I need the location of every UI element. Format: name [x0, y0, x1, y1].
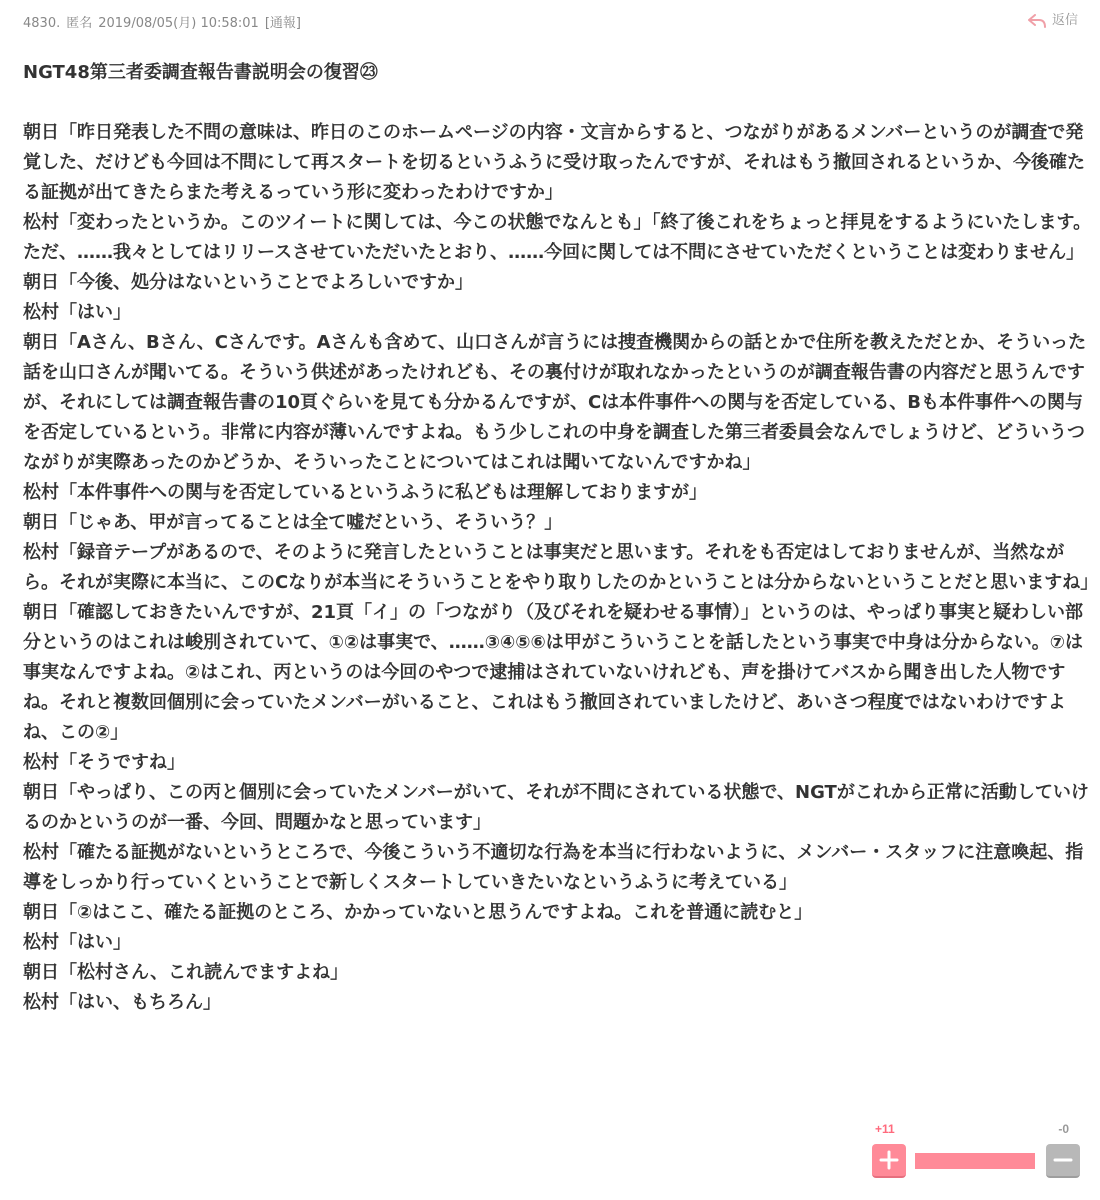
comment-line: 松村「そうですね」 — [23, 752, 185, 773]
comment-author: 匿名 — [66, 16, 93, 31]
comment-datetime: 2019/08/05(月) 10:58:01 — [98, 16, 259, 31]
comment-number: 4830. — [23, 16, 61, 31]
reply-button[interactable] — [1028, 11, 1078, 31]
comment-line: 朝日「今後、処分はないということでよろしいですか」 — [23, 272, 473, 293]
reply-label: 返信 — [1051, 13, 1078, 28]
comment-line: 松村「確たる証拠がないというところで、今後こういう不適切な行為を本当に行わないように、メンバー・スタッフに注意喚起、指導をしっかり行っていくということで新しくスタートしていきたいなというふうに考えている」 — [23, 842, 1084, 893]
vote-ratio-fill — [915, 1153, 1035, 1169]
comment-line: 朝日「やっぱり、この丙と個別に会っていたメンバーがいて、それが不問にされている状態で、NGTがこれから正常に活動していけるのかというのが一番、今回、問題かなと思っています」 — [23, 782, 1089, 833]
comment-body — [23, 58, 1099, 1018]
comment-line: 松村「はい」 — [23, 932, 131, 953]
comment-line: 朝日「確認しておきたいんですが、21頁「イ」の「つながり（及びそれを疑わせる事情）」というのは、やっぱり事実と疑わしい部分というのはこれは峻別されていて、①②は事実で、……③④⑤⑥は甲がこういうことを話したという事実で中身は分からない。⑦は事実なんですよね。②はこれ、丙というのは今回のやつで逮捕はされていないけれども、声を掛けてバスから聞き出した人物ですね。それと複数回個別に会っていたメンバーがいること、これはもう撤回されていましたけど、あいさつ程度ではないわけですよね、この②」 — [23, 602, 1084, 743]
report-link[interactable]: [通報] — [264, 16, 301, 31]
comment-line: 朝日「Aさん、Bさん、Cさんです。Aさんも含めて、山口さんが言うには捜査機関からの話とかで住所を教えただとか、そういった話を山口さんが聞いてる。そういう供述があったけれども、その裏付けが取れなかったというのが調査報告書の内容だと思うんですが、それにしては調査報告書の10頁ぐらいを見ても分かるんですが、Cは本件事件への関与を否定している、Bも本件事件への関与を否定しているという。非常に内容が薄いんですよね。もう少しこれの中身を調査した第三者委員会なんでしょうけど、どういうつながりが実際あったのかどうか、そういったことについてはこれは聞いてないんですかね」 — [23, 332, 1087, 473]
comment-line: 松村「本件事件への関与を否定しているというふうに私どもは理解しておりますが」 — [23, 482, 707, 503]
comment-line: 朝日「じゃあ、甲が言ってることは全て嘘だという、そういう？」 — [23, 512, 563, 533]
comment-title: NGT48第三者委調査報告書説明会の復習㉓ — [23, 62, 378, 83]
comment-line: 朝日「②はここ、確たる証拠のところ、かかっていないと思うんですよね。これを普通に読むと」 — [23, 902, 813, 923]
comment-line: 松村「録音テープがあるので、そのように発言したということは事実だと思います。それをも否定はしておりませんが、当然ながら。それが実際に本当に、このCなりが本当にそういうことをやり取りしたのかということは分からないということだと思いますね」 — [23, 542, 1099, 593]
comment-line: 松村「はい」 — [23, 302, 131, 323]
comment-line: 朝日「昨日発表した不問の意味は、昨日のこのホームページの内容・文言からすると、つながりがあるメンバーというのが調査で発覚した、だけども今回は不問にして再スタートを切るというふうに受け取ったんですが、それはもう撤回されるというか、今後確たる証拠が出てきたらまた考えるっていう形に変わったわけですか」 — [23, 122, 1085, 203]
plus-count: +11 — [875, 1122, 895, 1136]
minus-vote-button[interactable] — [1046, 1144, 1080, 1178]
reply-arrow-icon — [1028, 14, 1046, 28]
minus-icon — [1053, 1150, 1073, 1170]
comment-line: 松村「はい、もちろん」 — [23, 992, 221, 1013]
vote-ratio-bar — [915, 1153, 1035, 1169]
minus-count: -0 — [1058, 1122, 1069, 1136]
vote-widget — [872, 1120, 1080, 1180]
comment-meta — [23, 14, 307, 34]
plus-icon — [879, 1150, 899, 1170]
plus-vote-button[interactable] — [872, 1144, 906, 1178]
comment-line: 朝日「松村さん、これ読んでますよね」 — [23, 962, 349, 983]
comment-line: 松村「変わったというか。このツイートに関しては、今この状態でなんとも」「終了後これをちょっと拝見をするようにいたします。ただ、……我々としてはリリースさせていただいたとおり、……今回に関しては不問にさせていただくということは変わりません」 — [23, 212, 1092, 263]
